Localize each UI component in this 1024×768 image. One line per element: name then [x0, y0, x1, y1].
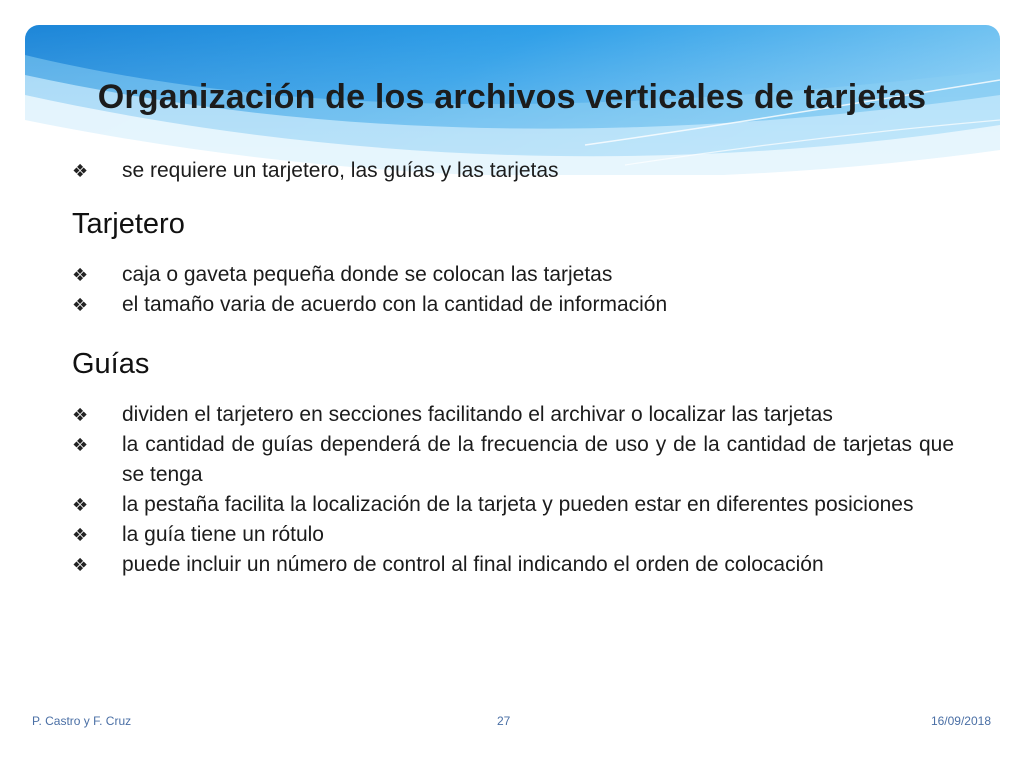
intro-bullet-text: se requiere un tarjetero, las guías y las tarjetas [122, 159, 559, 182]
footer-author: P. Castro y F. Cruz [32, 714, 132, 728]
bullet-text: la guía tiene un rótulo [122, 523, 324, 546]
diamond-bullet-icon: ❖ [72, 435, 89, 455]
section-heading-tarjetero: Tarjetero [72, 208, 185, 240]
diamond-bullet-icon: ❖ [72, 555, 89, 575]
intro-bullet [72, 156, 954, 186]
footer-page-number: 27 [497, 714, 511, 728]
diamond-bullet-icon: ❖ [72, 405, 89, 425]
diamond-bullet-icon: ❖ [72, 495, 89, 515]
guias-bullet [72, 550, 954, 580]
guias-bullet [72, 520, 954, 550]
diamond-bullet-icon: ❖ [72, 295, 89, 315]
guias-bullet [72, 490, 954, 520]
diamond-bullet-icon: ❖ [72, 161, 89, 181]
guias-bullet [72, 430, 954, 490]
bullet-text: puede incluir un número de control al final indicando el orden de colocación [122, 553, 824, 576]
bullet-text: la cantidad de guías dependerá de la frecuencia de uso y de la cantidad de tarjetas que se tenga [122, 433, 954, 486]
footer-date: 16/09/2018 [930, 714, 991, 728]
diamond-bullet-icon: ❖ [72, 525, 89, 545]
bullet-text: caja o gaveta pequeña donde se colocan las tarjetas [122, 263, 613, 286]
slide-title: Organización de los archivos verticales de tarjetas [97, 78, 927, 116]
tarjetero-bullet [72, 260, 954, 290]
tarjetero-bullet [72, 290, 954, 320]
slide-content [72, 156, 954, 580]
bullet-text: dividen el tarjetero en secciones facilitando el archivar o localizar las tarjetas [122, 403, 833, 426]
guias-bullet [72, 400, 954, 430]
section-heading-guias: Guías [72, 348, 150, 380]
diamond-bullet-icon: ❖ [72, 265, 89, 285]
bullet-text: el tamaño varia de acuerdo con la cantidad de información [122, 293, 668, 316]
bullet-text: la pestaña facilita la localización de la tarjeta y pueden estar en diferentes posiciones [122, 493, 914, 516]
